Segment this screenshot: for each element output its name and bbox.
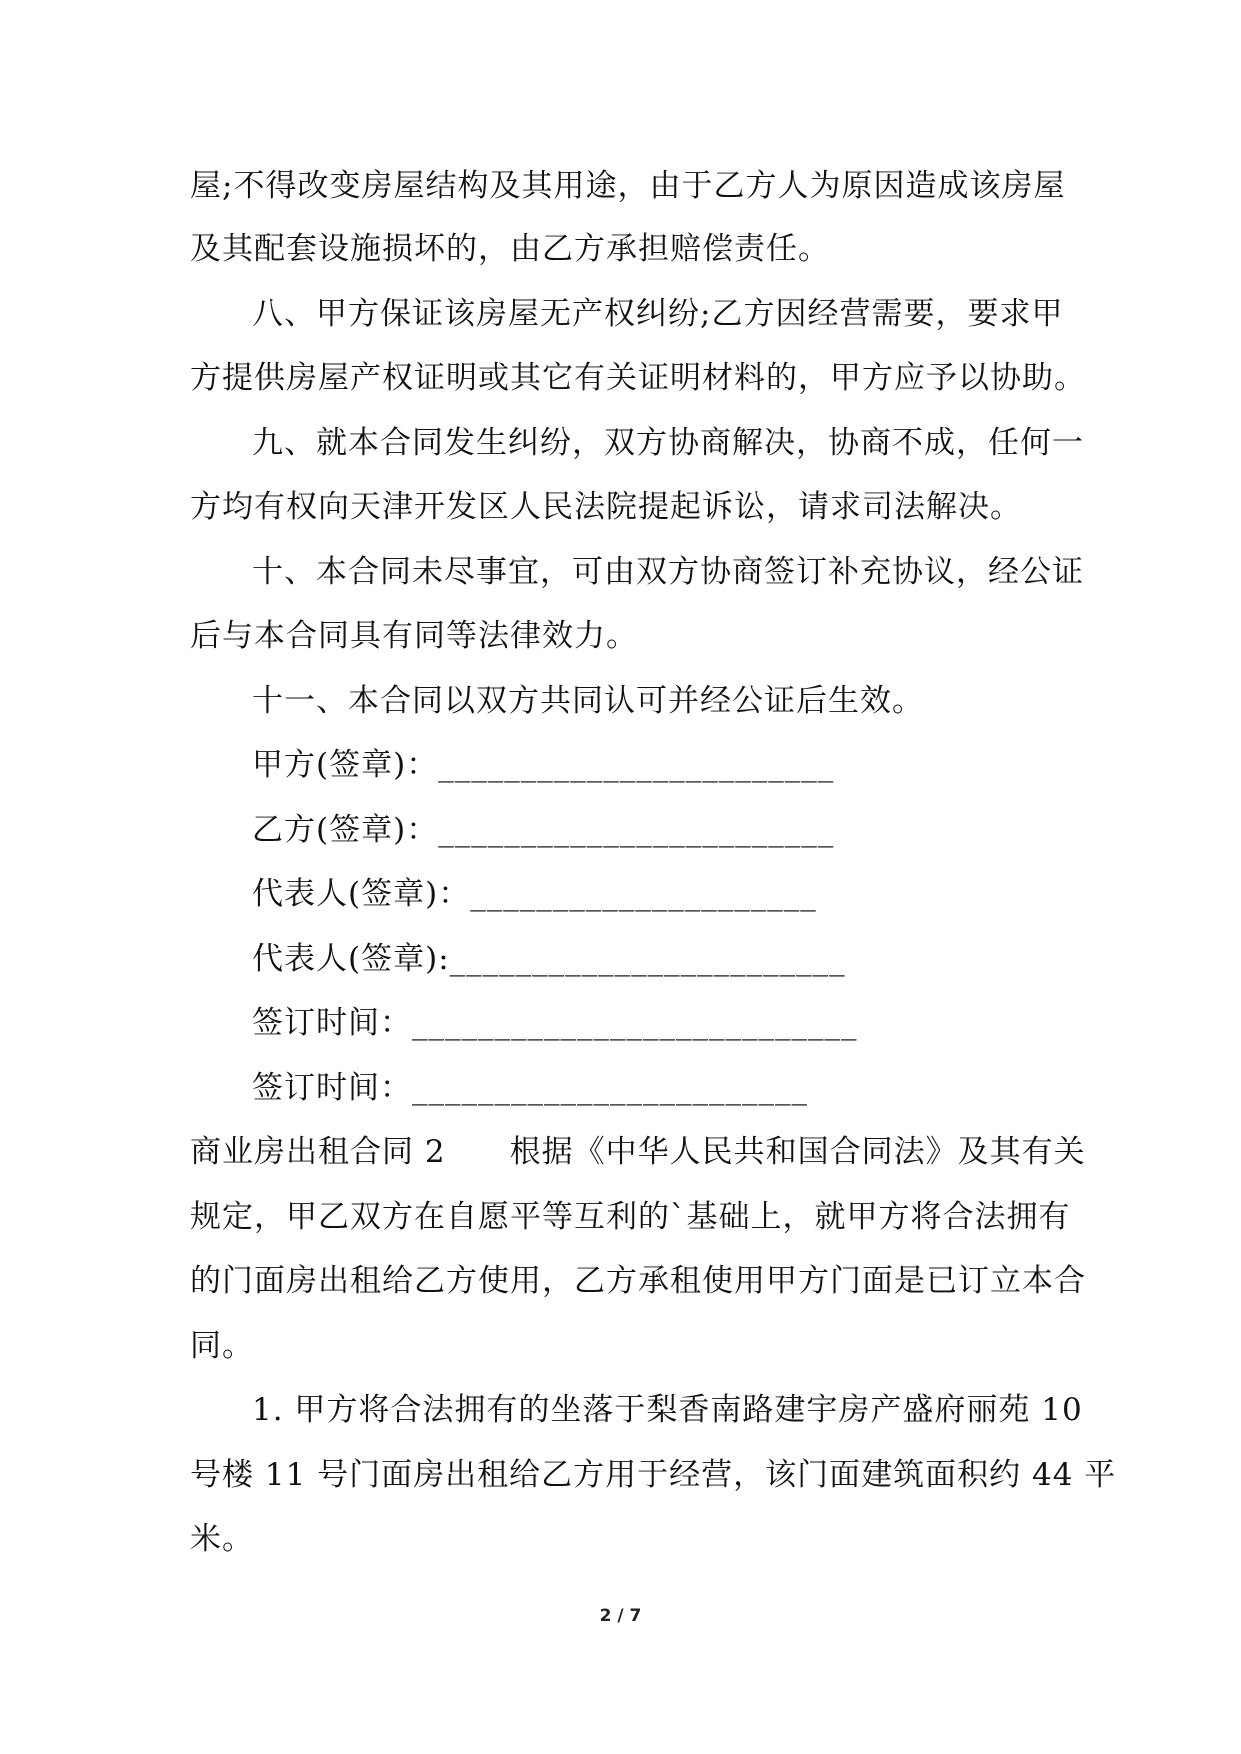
paragraph-line: 屋;不得改变房屋结构及其用途，由于乙方人为原因造成该房屋 bbox=[190, 168, 1066, 204]
paragraph-line: 十、本合同未尽事宜，可由双方协商签订补充协议，经公证 bbox=[252, 554, 1084, 590]
signature-line-party-a: 甲方(签章)：________________________ bbox=[252, 747, 835, 783]
paragraph-line: 九、就本合同发生纠纷，双方协商解决，协商不成，任何一 bbox=[252, 425, 1084, 461]
paragraph-line: 及其配套设施损坏的，由乙方承担赔偿责任。 bbox=[190, 231, 830, 267]
paragraph-line: 米。 bbox=[190, 1521, 254, 1557]
paragraph-line: 方提供房屋产权证明或其它有关证明材料的，甲方应予以协助。 bbox=[190, 360, 1086, 396]
signature-line-representative: 代表人(签章)：_____________________ bbox=[252, 876, 817, 912]
signature-line-representative: 代表人(签章):________________________ bbox=[252, 941, 846, 977]
paragraph-line: 后与本合同具有同等法律效力。 bbox=[190, 618, 638, 654]
page-number: 2 / 7 bbox=[599, 1606, 642, 1626]
signing-date-line: 签订时间：________________________ bbox=[252, 1070, 808, 1106]
paragraph-line: 八、甲方保证该房屋无产权纠纷;乙方因经营需要，要求甲 bbox=[252, 296, 1064, 332]
paragraph-line: 号楼 11 号门面房出租给乙方用于经营，该门面建筑面积约 44 平 bbox=[190, 1457, 1117, 1493]
signature-line-party-b: 乙方(签章)：________________________ bbox=[252, 812, 835, 848]
paragraph-line: 十一、本合同以双方共同认可并经公证后生效。 bbox=[252, 683, 924, 719]
signing-date-line: 签订时间：___________________________ bbox=[252, 1005, 858, 1041]
paragraph-line: 同。 bbox=[190, 1328, 254, 1364]
paragraph-line: 的门面房出租给乙方使用，乙方承租使用甲方门面是已订立本合 bbox=[190, 1263, 1086, 1299]
paragraph-line: 规定，甲乙双方在自愿平等互利的`基础上，就甲方将合法拥有 bbox=[190, 1199, 1071, 1235]
paragraph-line: 1. 甲方将合法拥有的坐落于梨香南路建宇房产盛府丽苑 10 bbox=[252, 1392, 1083, 1428]
paragraph-line: 商业房出租合同 2 根据《中华人民共和国合同法》及其有关 bbox=[190, 1134, 1086, 1170]
paragraph-line: 方均有权向天津开发区人民法院提起诉讼，请求司法解决。 bbox=[190, 489, 1022, 525]
